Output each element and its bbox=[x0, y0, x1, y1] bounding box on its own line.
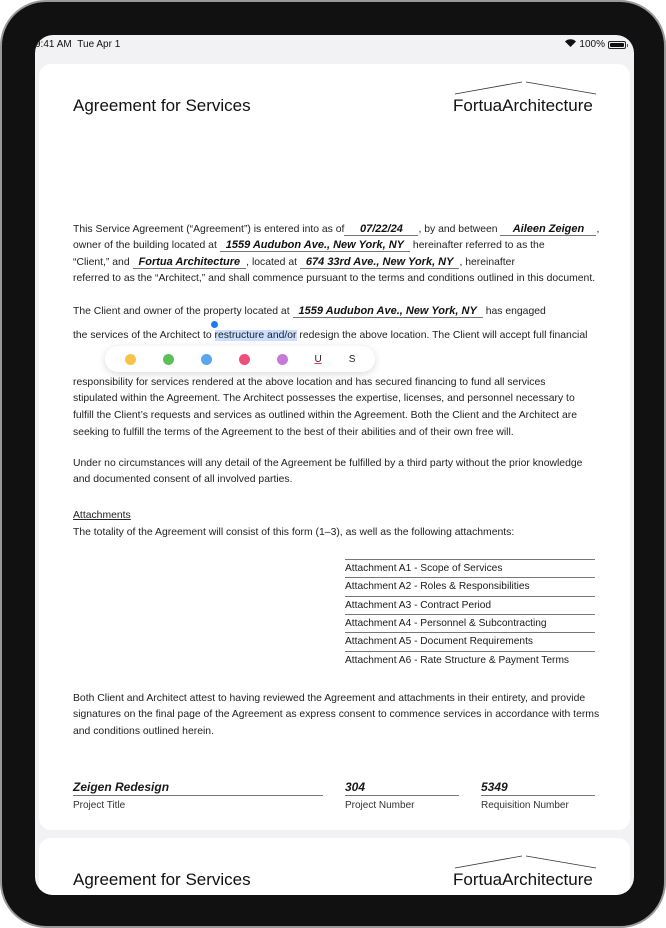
para4-line1: Both Client and Architect attest to having reviewed the Agreement and attachments in their entirety, and provide bbox=[73, 693, 586, 704]
para3-line2: and documented consent of all involved parties. bbox=[73, 474, 293, 485]
para1-line3: “Client,” and Fortua Architecture , located at 674 33rd Ave., New York, NY , hereinafter bbox=[73, 256, 515, 268]
screen bbox=[35, 35, 634, 895]
client-address-field[interactable]: 1559 Audubon Ave., New York, NY bbox=[220, 239, 410, 252]
highlight-purple-button[interactable] bbox=[277, 354, 288, 365]
requisition-number-field[interactable]: 5349 bbox=[481, 780, 595, 796]
attachment-item[interactable]: Attachment A1 - Scope of Services bbox=[345, 559, 595, 577]
para1-line2: owner of the building located at 1559 Audubon Ave., New York, NY hereinafter referred to as the bbox=[73, 239, 545, 251]
para2-line1: The Client and owner of the property located at 1559 Audubon Ave., New York, NY has engaged bbox=[73, 305, 546, 317]
highlight-toolbar bbox=[105, 346, 375, 372]
project-number-field[interactable]: 304 bbox=[345, 780, 459, 796]
property-address-field[interactable]: 1559 Audubon Ave., New York, NY bbox=[293, 305, 483, 318]
selected-text[interactable]: restructure and/or bbox=[214, 330, 297, 341]
status-date: Tue Apr 1 bbox=[77, 39, 121, 50]
highlight-blue-button[interactable] bbox=[201, 354, 212, 365]
document-page-2[interactable] bbox=[39, 838, 630, 895]
status-time: 9:41 AM bbox=[35, 39, 72, 50]
para4-line3: and conditions outlined herein. bbox=[73, 726, 214, 737]
wifi-icon bbox=[565, 39, 576, 50]
para2-line2: the services of the Architect to restructure and/or redesign the above location. The Client will accept full financial bbox=[73, 330, 588, 341]
project-title-field[interactable]: Zeigen Redesign bbox=[73, 780, 323, 796]
highlight-yellow-button[interactable] bbox=[125, 354, 136, 365]
selection-start-handle[interactable] bbox=[211, 321, 218, 328]
requisition-number-label: Requisition Number bbox=[481, 800, 569, 811]
brand-logo: FortuaArchitecture bbox=[453, 870, 593, 889]
para2-line5: fulfill the Client’s requests and services as outlined within the Agreement. Both the Client and the Architect are bbox=[73, 410, 578, 421]
attachment-item[interactable]: Attachment A5 - Document Requirements bbox=[345, 632, 595, 650]
status-bar bbox=[35, 39, 634, 53]
highlight-pink-button[interactable] bbox=[239, 354, 250, 365]
architect-address-field[interactable]: 674 33rd Ave., New York, NY bbox=[300, 256, 460, 269]
highlight-green-button[interactable] bbox=[163, 354, 174, 365]
attachment-item[interactable]: Attachment A3 - Contract Period bbox=[345, 596, 595, 614]
para1-line4: referred to as the “Architect,” and shall commence pursuant to the terms and conditions outlined in this document. bbox=[73, 273, 596, 284]
attachments-heading: Attachments bbox=[73, 510, 131, 521]
architect-name-field[interactable]: Fortua Architecture bbox=[133, 256, 247, 269]
attachment-item[interactable]: Attachment A2 - Roles & Responsibilities bbox=[345, 577, 595, 595]
date-field[interactable]: 07/22/24 bbox=[344, 223, 418, 236]
document-page[interactable] bbox=[39, 64, 630, 830]
battery-icon bbox=[608, 41, 626, 49]
para2-line4: stipulated within the Agreement. The Architect possesses the expertise, licenses, and personnel necessary to bbox=[73, 393, 575, 404]
para1-line1: This Service Agreement (“Agreement”) is entered into as of 07/22/24 , by and between Aileen Zeigen , bbox=[73, 223, 600, 235]
para2-line6: seeking to fulfill the terms of the Agreement to the best of their abilities and of their own free will. bbox=[73, 427, 514, 438]
brand-logo-roof bbox=[454, 81, 597, 95]
para3-line1: Under no circumstances will any detail of the Agreement be fulfilled by a third party without the prior knowledge bbox=[73, 458, 583, 469]
brand-logo-roof bbox=[454, 855, 597, 869]
client-name-field[interactable]: Aileen Zeigen bbox=[500, 223, 596, 236]
page-title: Agreement for Services bbox=[73, 96, 251, 115]
para4-line2: signatures on the final page of the Agreement as express consent to commence services in accordance with terms bbox=[73, 709, 600, 720]
attachment-item[interactable]: Attachment A4 - Personnel & Subcontracting bbox=[345, 614, 595, 632]
brand-logo: FortuaArchitecture bbox=[453, 96, 593, 115]
attachment-item[interactable]: Attachment A6 - Rate Structure & Payment Terms bbox=[345, 651, 595, 669]
strikethrough-button[interactable]: S bbox=[348, 353, 356, 365]
battery-percent: 100% bbox=[579, 39, 605, 50]
page-title: Agreement for Services bbox=[73, 870, 251, 889]
attachments-intro: The totality of the Agreement will consist of this form (1–3), as well as the following attachments: bbox=[73, 527, 515, 538]
para2-line3: responsibility for services rendered at the above location and has secured financing to fund all services bbox=[73, 377, 546, 388]
project-title-label: Project Title bbox=[73, 800, 126, 811]
project-number-label: Project Number bbox=[345, 800, 415, 811]
underline-button[interactable]: U bbox=[314, 353, 322, 365]
